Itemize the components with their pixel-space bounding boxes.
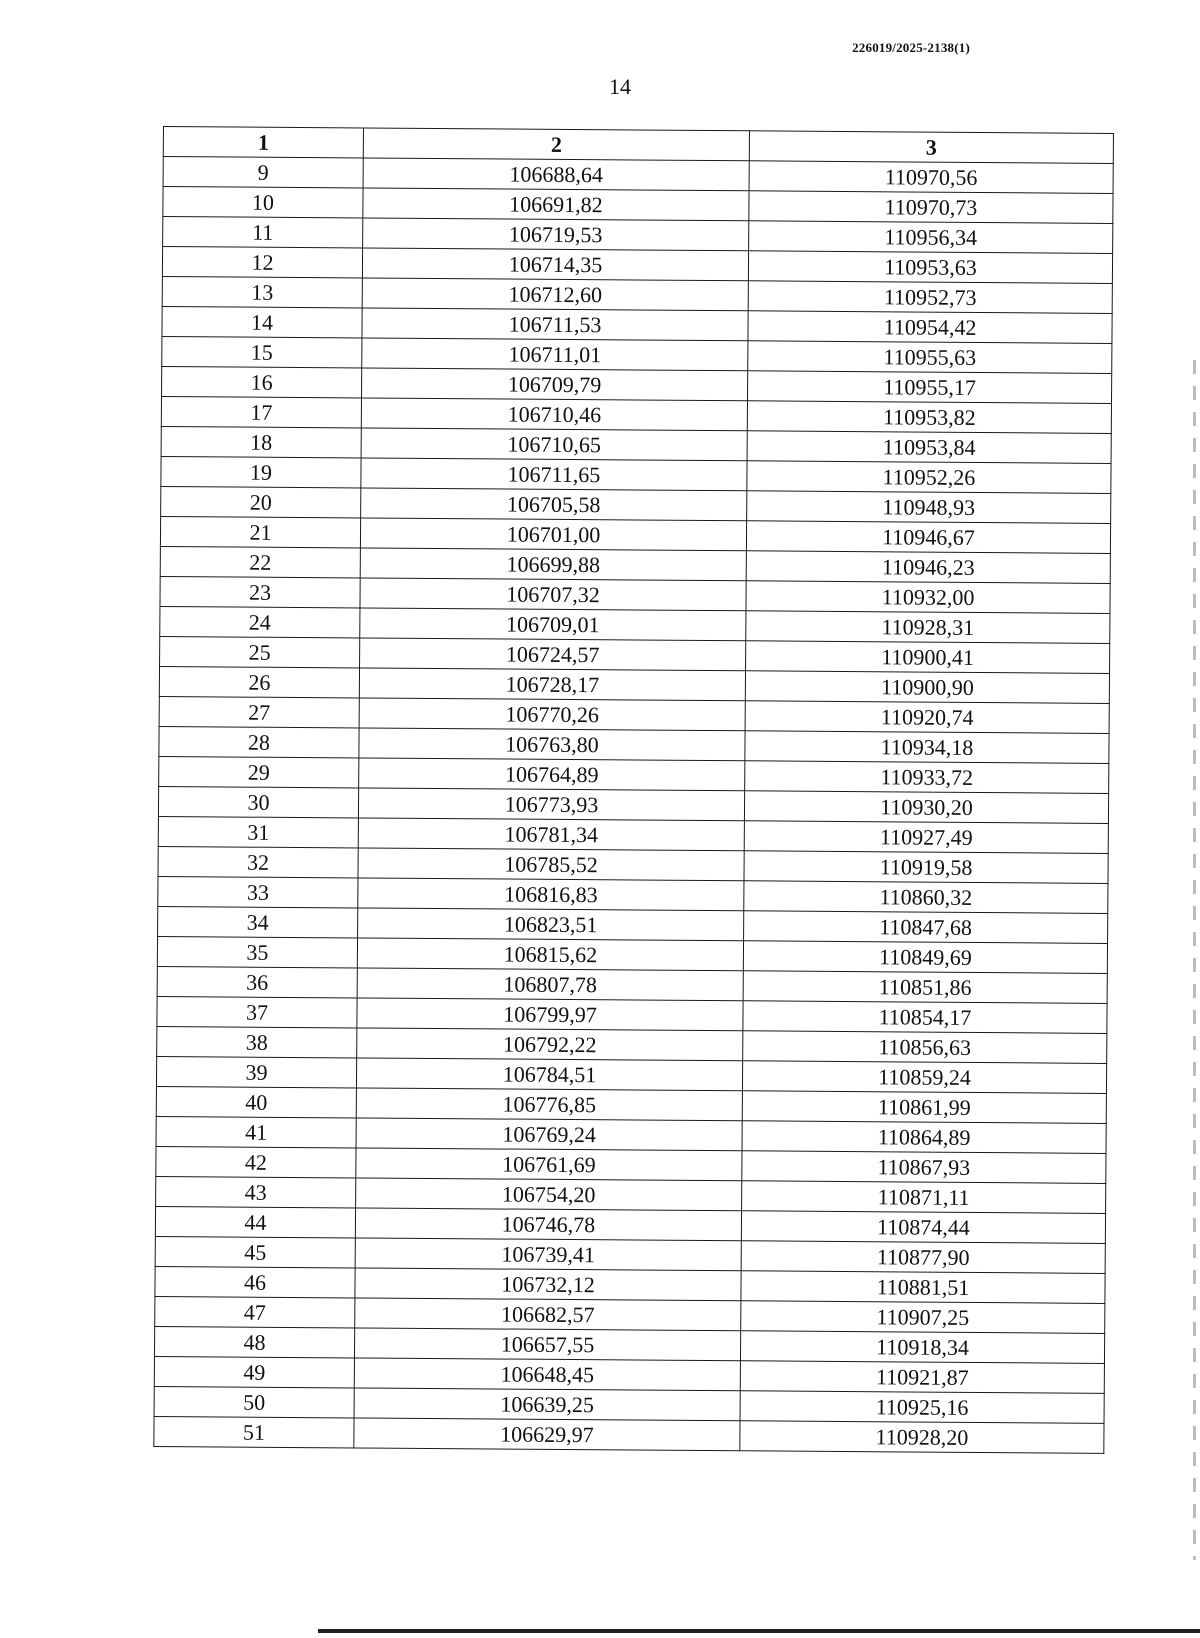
coordinate-x-cell: 106710,46: [361, 398, 747, 431]
document-reference: 226019/2025-2138(1): [852, 40, 970, 55]
coordinate-y-cell: 110970,56: [749, 161, 1113, 194]
point-number-cell: 15: [162, 336, 362, 367]
coordinate-x-cell: 106691,82: [363, 188, 749, 221]
coordinate-y-cell: 110871,11: [742, 1181, 1106, 1214]
point-number-cell: 10: [163, 187, 363, 218]
point-number-cell: 11: [163, 217, 363, 248]
coordinate-y-cell: 110928,20: [740, 1421, 1104, 1454]
coordinate-x-cell: 106712,60: [362, 278, 748, 311]
point-number-cell: 37: [157, 996, 357, 1027]
coordinate-y-cell: 110900,90: [745, 671, 1109, 704]
coordinate-y-cell: 110952,26: [747, 461, 1111, 494]
coordinate-y-cell: 110930,20: [744, 791, 1108, 824]
coordinate-x-cell: 106724,57: [360, 638, 746, 671]
coordinate-y-cell: 110860,32: [744, 881, 1108, 914]
coordinate-x-cell: 106739,41: [355, 1238, 741, 1271]
coordinate-x-cell: 106709,79: [362, 368, 748, 401]
coordinate-y-cell: 110864,89: [742, 1121, 1106, 1154]
coordinate-x-cell: 106732,12: [355, 1268, 741, 1301]
coordinate-y-cell: 110900,41: [746, 641, 1110, 674]
coordinate-y-cell: 110956,34: [749, 221, 1113, 254]
bottom-scan-border: [318, 1629, 1200, 1633]
coordinate-x-cell: 106711,65: [361, 458, 747, 491]
coordinate-x-cell: 106719,53: [363, 218, 749, 251]
point-number-cell: 14: [162, 306, 362, 337]
point-number-cell: 47: [155, 1296, 355, 1327]
point-number-cell: 51: [154, 1416, 354, 1447]
coordinates-table: [153, 126, 1114, 1454]
coordinate-x-cell: 106763,80: [359, 728, 745, 761]
point-number-cell: 12: [162, 247, 362, 278]
coordinate-x-cell: 106815,62: [357, 938, 743, 971]
point-number-cell: 27: [159, 696, 359, 727]
coordinate-y-cell: 110946,67: [746, 521, 1110, 554]
point-number-cell: 36: [157, 966, 357, 997]
coordinate-x-cell: 106816,83: [358, 878, 744, 911]
coordinate-y-cell: 110955,63: [748, 341, 1112, 374]
coordinate-x-cell: 106701,00: [360, 518, 746, 551]
coordinate-x-cell: 106761,69: [356, 1148, 742, 1181]
coordinate-x-cell: 106754,20: [356, 1178, 742, 1211]
point-number-cell: 19: [161, 456, 361, 487]
coordinate-y-cell: 110907,25: [741, 1301, 1105, 1334]
coordinate-x-cell: 106688,64: [363, 158, 749, 191]
coordinate-x-cell: 106807,78: [357, 968, 743, 1001]
coordinate-x-cell: 106710,65: [361, 428, 747, 461]
coordinate-y-cell: 110861,99: [742, 1091, 1106, 1124]
point-number-cell: 23: [160, 576, 360, 607]
coordinate-x-cell: 106707,32: [360, 578, 746, 611]
coordinate-y-cell: 110856,63: [743, 1031, 1107, 1064]
coordinate-x-cell: 106770,26: [359, 698, 745, 731]
point-number-cell: 44: [155, 1206, 355, 1237]
point-number-cell: 20: [161, 486, 361, 517]
coordinate-y-cell: 110877,90: [741, 1241, 1105, 1274]
coordinate-x-cell: 106714,35: [362, 248, 748, 281]
coordinate-y-cell: 110953,84: [747, 431, 1111, 464]
page-number: 14: [609, 74, 631, 99]
coordinate-y-cell: 110954,42: [748, 311, 1112, 344]
coordinate-y-cell: 110920,74: [745, 701, 1109, 734]
coordinate-y-cell: 110927,49: [744, 821, 1108, 854]
coordinate-y-cell: 110919,58: [744, 851, 1108, 884]
point-number-cell: 30: [158, 786, 358, 817]
coordinate-y-cell: 110925,16: [740, 1391, 1104, 1424]
point-number-cell: 21: [160, 516, 360, 547]
table-body: [154, 157, 1113, 1454]
coordinate-y-cell: 110847,68: [744, 911, 1108, 944]
point-number-cell: 31: [158, 816, 358, 847]
coordinate-y-cell: 110970,73: [749, 191, 1113, 224]
column-header-2: 2: [363, 128, 749, 161]
coordinate-y-cell: 110955,17: [748, 371, 1112, 404]
coordinate-y-cell: 110946,23: [746, 551, 1110, 584]
coordinate-x-cell: 106711,01: [362, 338, 748, 371]
point-number-cell: 18: [161, 426, 361, 457]
column-header-3: 3: [749, 131, 1113, 164]
point-number-cell: 50: [154, 1386, 354, 1417]
coordinate-y-cell: 110854,17: [743, 1001, 1107, 1034]
coordinate-y-cell: 110851,86: [743, 971, 1107, 1004]
coordinate-x-cell: 106657,55: [354, 1328, 740, 1361]
point-number-cell: 41: [156, 1116, 356, 1147]
coordinate-x-cell: 106682,57: [355, 1298, 741, 1331]
coordinate-x-cell: 106746,78: [355, 1208, 741, 1241]
point-number-cell: 22: [160, 546, 360, 577]
coordinate-x-cell: 106773,93: [358, 788, 744, 821]
coordinate-x-cell: 106785,52: [358, 848, 744, 881]
point-number-cell: 39: [156, 1056, 356, 1087]
point-number-cell: 28: [159, 726, 359, 757]
point-number-cell: 17: [161, 396, 361, 427]
coordinate-y-cell: 110918,34: [740, 1331, 1104, 1364]
coordinate-y-cell: 110953,63: [748, 251, 1112, 284]
coordinate-y-cell: 110932,00: [746, 581, 1110, 614]
coordinate-x-cell: 106705,58: [361, 488, 747, 521]
coordinate-x-cell: 106769,24: [356, 1118, 742, 1151]
point-number-cell: 25: [160, 636, 360, 667]
coordinate-y-cell: 110874,44: [741, 1211, 1105, 1244]
point-number-cell: 26: [159, 666, 359, 697]
point-number-cell: 13: [162, 276, 362, 307]
coordinate-x-cell: 106799,97: [357, 998, 743, 1031]
coordinate-y-cell: 110881,51: [741, 1271, 1105, 1304]
point-number-cell: 40: [156, 1086, 356, 1117]
scan-edge-artifact: [1193, 360, 1196, 1560]
point-number-cell: 35: [157, 936, 357, 967]
coordinate-y-cell: 110934,18: [745, 731, 1109, 764]
point-number-cell: 32: [158, 846, 358, 877]
coordinate-x-cell: 106776,85: [356, 1088, 742, 1121]
coordinate-y-cell: 110953,82: [747, 401, 1111, 434]
coordinate-x-cell: 106792,22: [357, 1028, 743, 1061]
point-number-cell: 46: [155, 1266, 355, 1297]
point-number-cell: 16: [162, 366, 362, 397]
coordinate-x-cell: 106781,34: [358, 818, 744, 851]
coordinate-x-cell: 106709,01: [360, 608, 746, 641]
coordinate-x-cell: 106784,51: [356, 1058, 742, 1091]
point-number-cell: 38: [157, 1026, 357, 1057]
coordinate-y-cell: 110952,73: [748, 281, 1112, 314]
point-number-cell: 45: [155, 1236, 355, 1267]
coordinate-x-cell: 106629,97: [354, 1418, 740, 1451]
point-number-cell: 49: [154, 1356, 354, 1387]
coordinate-y-cell: 110933,72: [745, 761, 1109, 794]
coordinate-y-cell: 110849,69: [743, 941, 1107, 974]
coordinate-x-cell: 106699,88: [360, 548, 746, 581]
point-number-cell: 48: [154, 1326, 354, 1357]
column-header-1: 1: [163, 127, 363, 158]
coordinate-y-cell: 110921,87: [740, 1361, 1104, 1394]
point-number-cell: 29: [159, 756, 359, 787]
table-row: [154, 1416, 1104, 1453]
coordinate-x-cell: 106639,25: [354, 1388, 740, 1421]
point-number-cell: 33: [158, 876, 358, 907]
coordinate-y-cell: 110928,31: [746, 611, 1110, 644]
point-number-cell: 24: [160, 606, 360, 637]
coordinate-x-cell: 106711,53: [362, 308, 748, 341]
coordinate-y-cell: 110859,24: [742, 1061, 1106, 1094]
coordinates-table-container: [153, 126, 1113, 1454]
point-number-cell: 42: [156, 1146, 356, 1177]
coordinate-x-cell: 106823,51: [358, 908, 744, 941]
point-number-cell: 43: [156, 1176, 356, 1207]
coordinate-y-cell: 110867,93: [742, 1151, 1106, 1184]
coordinate-x-cell: 106728,17: [359, 668, 745, 701]
coordinate-x-cell: 106648,45: [354, 1358, 740, 1391]
coordinate-y-cell: 110948,93: [747, 491, 1111, 524]
coordinate-x-cell: 106764,89: [359, 758, 745, 791]
point-number-cell: 9: [163, 157, 363, 188]
point-number-cell: 34: [158, 906, 358, 937]
